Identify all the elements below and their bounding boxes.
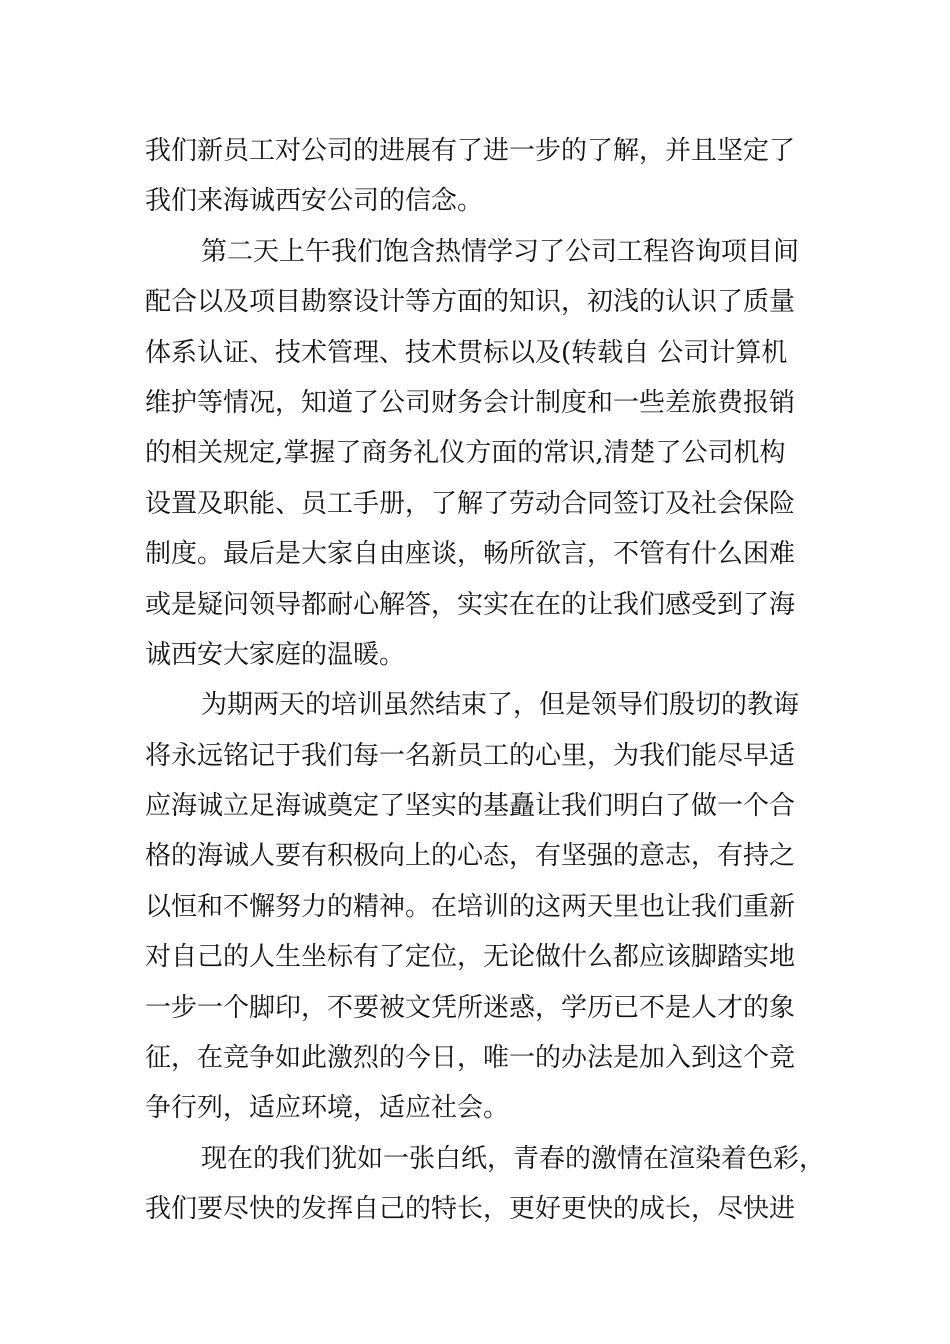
paragraph-start-line: 为期两天的培训虽然结束了，但是领导们殷切的教诲	[201, 690, 800, 721]
text-line: 我们来海诚西安公司的信念。	[145, 186, 484, 217]
text-line: 对自己的人生坐标有了定位，无论做什么都应该脚踏实地	[145, 942, 796, 973]
text-line: 体系认证、技术管理、技术贯标以及(转载自 公司计算机	[145, 337, 788, 368]
text-line: 设置及职能、员工手册，了解了劳动合同签订及社会保险	[145, 488, 796, 519]
text-line: 的相关规定,掌握了商务礼仪方面的常识,清楚了公司机构	[145, 438, 786, 469]
text-line: 将永远铭记于我们每一名新员工的心里，为我们能尽早适	[145, 740, 796, 771]
text-line: 格的海诚人要有积极向上的心态，有坚强的意志，有持之	[145, 841, 796, 872]
paragraph-start-line: 第二天上午我们饱含热情学习了公司工程咨询项目间	[201, 236, 800, 267]
text-line: 以恒和不懈努力的精神。在培训的这两天里也让我们重新	[145, 891, 796, 922]
text-line: 配合以及项目勘察设计等方面的知识，初浅的认识了质量	[145, 287, 796, 318]
text-line: 诚西安大家庭的温暖。	[145, 639, 406, 670]
text-line: 制度。最后是大家自由座谈，畅所欲言，不管有什么困难	[145, 539, 796, 570]
document-body	[145, 126, 825, 1235]
text-line: 一步一个脚印，不要被文凭所迷惑，学历已不是人才的象	[145, 992, 796, 1023]
text-line: 我们新员工对公司的进展有了进一步的了解，并且坚定了	[145, 136, 796, 166]
text-line: 争行列，适应环境，适应社会。	[145, 1093, 510, 1124]
text-line: 应海诚立足海诚奠定了坚实的基矗让我们明白了做一个合	[145, 791, 796, 822]
text-line: 我们要尽快的发挥自己的特长，更好更快的成长，尽快进	[145, 1194, 796, 1225]
text-line: 维护等情况，知道了公司财务会计制度和一些差旅费报销	[145, 387, 796, 418]
paragraph-start-line: 现在的我们犹如一张白纸，青春的激情在渲染着色彩，	[201, 1143, 826, 1174]
text-line: 或是疑问领导都耐心解答，实实在在的让我们感受到了海	[145, 589, 796, 620]
text-line: 征，在竞争如此激烈的今日，唯一的办法是加入到这个竞	[145, 1043, 796, 1074]
